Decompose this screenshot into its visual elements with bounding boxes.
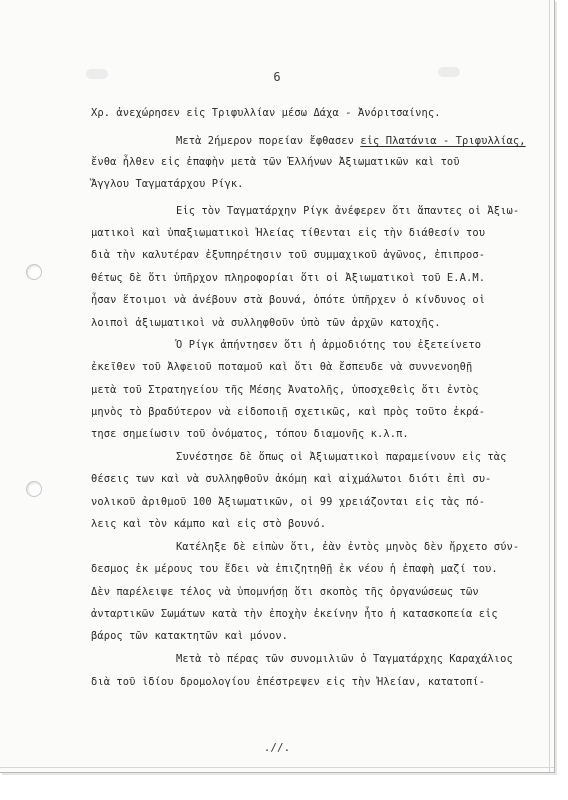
- text-line: Μετὰ τὸ πέρας τῶν συνομιλιῶν ὁ Ταγματάρχης Καραχάλιος: [176, 653, 513, 665]
- text-line: διὰ τοῦ ἰδίου δρομολογίου ἐπέστρεψεν εἰς τὴν Ἠλείαν, κατατοπί-: [91, 676, 486, 688]
- text-line: Δὲν παρέλειψε τέλος νὰ ὑπομνήσῃ ὅτι σκοπὸς τῆς ὀργανώσεως τῶν: [91, 586, 479, 598]
- text-line: διὰ τὴν καλυτέραν ἐξυπηρέτησιν τοῦ συμμαχικοῦ ἀγῶνος, ἐπιπροσ-: [91, 249, 486, 261]
- text-line: ἦσαν ἕτοιμοι νὰ ἀνέβουν στὰ βουνά, ὁπότε ὑπῆρχεν ὁ κίνδυνος οἱ: [91, 294, 486, 306]
- text-line: Χρ. ἀνεχώρησεν εἰς Τριφυλλίαν μέσω Δάχα - Ἀνόριτσαίνης.: [91, 107, 441, 119]
- text-line: ματικοὶ καὶ ὑπαξιωματικοὶ Ἠλείας τίθενται εἰς τὴν διάθεσίν του: [91, 227, 486, 239]
- text-line: ἐκεῖθεν τοῦ Ἀλφειοῦ ποταμοῦ καὶ ὅτι θὰ ἔσπευδε νὰ συννενοηθῇ: [91, 361, 473, 373]
- text-line: τησε σημείωσιν τοῦ ὀνόματος, τόπου διαμονῆς κ.λ.π.: [91, 428, 409, 440]
- text-line: Συνέστησε δὲ ὅπως οἱ Ἀξιωματικοὶ παραμείνουν εἰς τὰς: [176, 451, 507, 463]
- text-line: δεσμος ἐκ μέρους του ἔδει νὰ ἐπιζητηθῇ ἐκ νέου ἡ ἐπαφὴ μαζί του.: [91, 563, 498, 575]
- punch-hole: [26, 481, 42, 497]
- text-line: Ἄγγλου Ταγματάρχου Ρίγκ.: [91, 178, 244, 190]
- text-line: μηνὸς τὸ βραδύτερον νὰ εἰδοποιῇ σχετικῶς, καὶ πρὸς τοῦτο ἐκρά-: [91, 406, 486, 418]
- text-line: βάρος τῶν κατακτητῶν καὶ μόνον.: [91, 630, 289, 642]
- text-line: ἔνθα ἦλθεν εἰς ἐπαφὴν μετὰ τῶν Ἑλλήνων Ἀξιωματικῶν καὶ τοῦ: [91, 156, 460, 168]
- underlined-place-name: εἰς Πλατάνια - Τριφυλλίας,: [360, 135, 526, 147]
- punch-hole: [26, 264, 42, 280]
- text-line: Εἰς τὸν Ταγματάρχην Ρίγκ ἀνέφερεν ὅτι ἅπαντες οἱ Ἀξιω-: [176, 205, 520, 217]
- text-line: λοιποὶ ἀξιωματικοὶ νὰ συλληφθοῦν ὑπὸ τῶν ἀρχῶν κατοχῆς.: [91, 317, 441, 329]
- text-line: ἀνταρτικῶν Σωμάτων κατὰ τὴν ἐποχὴν ἐκείνην ἦτο ἡ κατασκοπεία εἰς: [91, 608, 498, 620]
- page-number: 6: [273, 70, 281, 84]
- text-line: θέσεις των καὶ νὰ συλληφθοῦν ἀκόμη καὶ αἰχμάλωτοι διότι ἐπὶ συ-: [91, 473, 492, 485]
- text-line: Μετὰ 2ήμερον πορείαν ἔφθασεν εἰς Πλατάνια - Τριφυλλίας,: [176, 135, 526, 147]
- text-line: μετὰ τοῦ Στρατηγείου τῆς Μέσης Ἀνατολῆς, ὑποσχεθεὶς ὅτι ἐντὸς: [91, 384, 479, 396]
- text-line: νολικοῦ ἀριθμοῦ 100 Ἀξιωματικῶν, οἱ 99 χρειάζονται εἰς τὰς πό-: [91, 496, 486, 508]
- continuation-mark: .//.: [263, 741, 291, 754]
- text-line: θέτως δὲ ὅτι ὑπῆρχον πληροφορίαι ὅτι οἱ Ἀξιωματικοὶ τοῦ Ε.Α.Μ.: [91, 272, 486, 284]
- text-line: Κατέληξε δὲ εἰπὼν ὅτι, ἐὰν ἐντὸς μηνὸς δὲν ἤρχετο σύν-: [176, 541, 520, 553]
- text-line: λεις καὶ τὸν κάμπο καὶ εἰς στὸ βουνό.: [91, 518, 327, 530]
- text-line: Ὁ Ρίγκ ἀπήντησεν ὅτι ἡ ἁρμοδιότης του ἐξετείνετο: [176, 339, 482, 351]
